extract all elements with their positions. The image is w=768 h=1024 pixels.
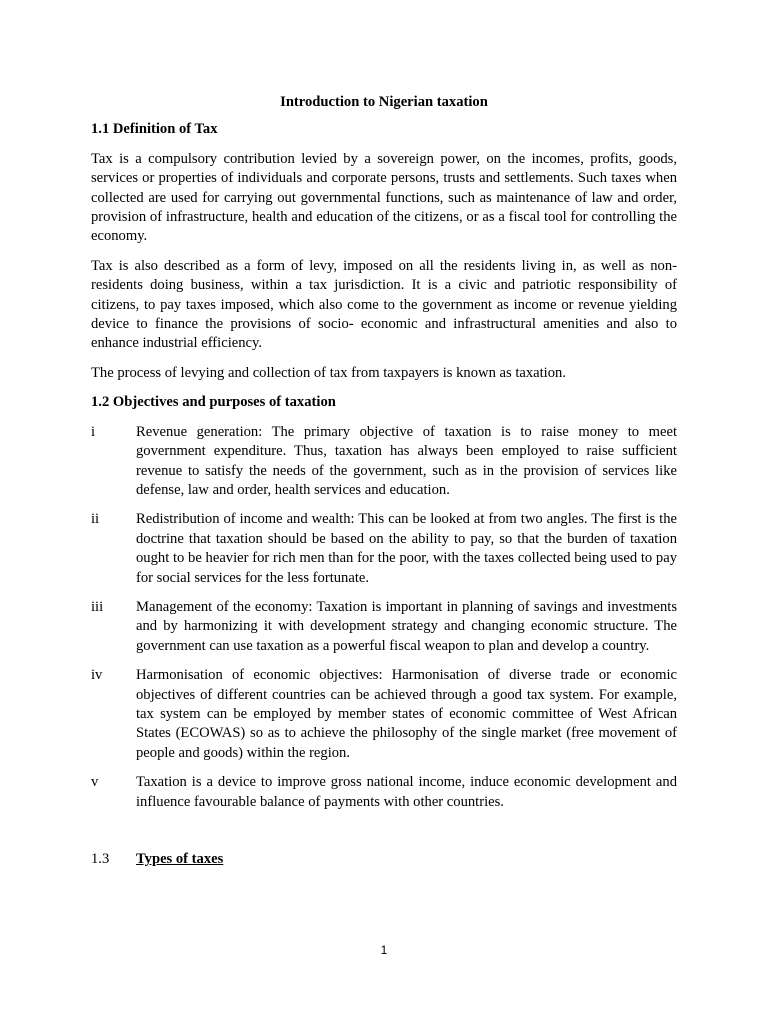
- list-item-number: v: [91, 774, 99, 791]
- section-1-3-title: Types of taxes: [136, 851, 224, 867]
- definition-paragraph-1: Tax is a compulsory contribution levied by a sovereign power, on the incomes, profits, goods, services or properties of individuals and corporate persons, trusts and settlements. Such taxes when collected are used for carrying out governmental functions, such as maintenance of law and order, provision of infrastructure, health and education of the citizens, or as a fiscal tool for controlling the economy.: [91, 150, 677, 245]
- document-title: Introduction to Nigerian taxation: [280, 94, 488, 110]
- list-item-text: Taxation is a device to improve gross national income, induce economic development and influence favourable balance of payments with other countries.: [136, 774, 677, 810]
- list-item-number: ii: [91, 511, 100, 528]
- page-content: [91, 93, 677, 869]
- section-1-1-heading: 1.1 Definition of Tax: [91, 121, 218, 138]
- definition-paragraph-3: The process of levying and collection of tax from taxpayers is known as taxation.: [91, 364, 566, 381]
- definition-paragraph-2: Tax is also described as a form of levy, imposed on all the residents living in, as well as non-residents doing business, within a tax jurisdiction. It is a civic and patriotic responsibility of citizens, to pay taxes imposed, which also come to the government as income or revenue yielding device to finance the provisions of socio- economic and infrastructural amenities and also to enhance industrial efficiency.: [91, 257, 677, 352]
- list-item: [91, 423, 677, 501]
- list-item: [91, 773, 677, 812]
- list-item: [91, 598, 677, 656]
- list-item-number: iii: [91, 598, 104, 615]
- list-item-text: Revenue generation: The primary objective of taxation is to raise money to meet government expenditure. Thus, taxation has always been employed to raise sufficient revenue to satisfy the needs of the government, such as in the provision of services like defense, law and order, health services and education.: [136, 423, 677, 498]
- page-number: 1: [380, 943, 388, 957]
- list-item-number: i: [91, 423, 96, 440]
- list-item-number: iv: [91, 667, 103, 684]
- list-item: [91, 510, 677, 588]
- section-1-3-heading: [91, 850, 677, 869]
- list-item-text: Harmonisation of economic objectives: Harmonisation of diverse trade or economic objectives of different countries can be achieved through a good tax system. For example, tax system can be employed by member states of economic committee of West African States (ECOWAS) so as to achieve the philosophy of the single market (free movement of people and goods) within the region.: [136, 667, 677, 761]
- section-1-2-heading: 1.2 Objectives and purposes of taxation: [91, 394, 336, 411]
- list-item-text: Redistribution of income and wealth: This can be looked at from two angles. The first is the doctrine that taxation should be based on the ability to pay, so that the burden of taxation ought to be heavier for rich men than for the poor, with the taxes collected being used to pay for social services for the less fortunate.: [136, 511, 677, 586]
- list-item-text: Management of the economy: Taxation is important in planning of savings and investments and by harmonizing it with development strategy and changing economic structure. The government can use taxation as a powerful fiscal weapon to plan and develop a country.: [136, 598, 677, 654]
- objectives-list: [91, 423, 677, 812]
- list-item: [91, 666, 677, 763]
- section-1-3-number: 1.3: [91, 851, 110, 867]
